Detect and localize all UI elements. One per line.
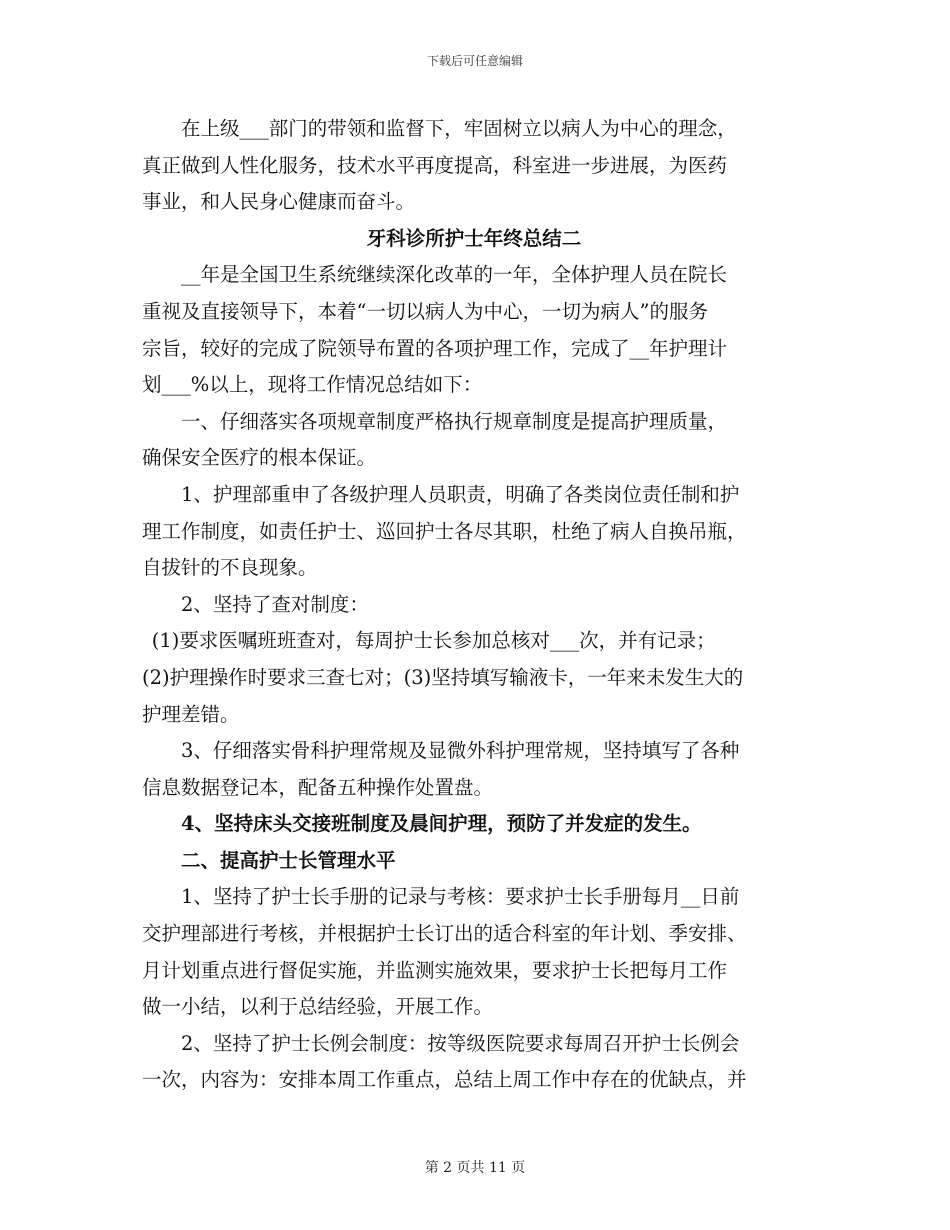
paragraph-line: 事业，和人民身心健康而奋斗。 bbox=[142, 190, 416, 214]
paragraph-line: 2、坚持了护士长例会制度：按等级医院要求每周召开护士长例会 bbox=[181, 1031, 740, 1055]
paragraph-line: __年是全国卫生系统继续深化改革的一年，全体护理人员在院长 bbox=[181, 263, 728, 287]
paragraph-line: 重视及直接领导下，本着“一切以病人为中心，一切为病人”的服务 bbox=[142, 299, 708, 323]
paragraph-line: 理工作制度，如责任护士、巡回护士各尽其职，杜绝了病人自换吊瓶， bbox=[142, 519, 747, 543]
bold-heading-line: 4、坚持床头交接班制度及晨间护理，预防了并发症的发生。 bbox=[181, 812, 702, 836]
paragraph-line: 真正做到人性化服务，技术水平再度提高，科室进一步进展，为医药 bbox=[142, 153, 728, 177]
paragraph-line: 一、仔细落实各项规章制度严格执行规章制度是提高护理质量， bbox=[181, 409, 728, 433]
paragraph-line: (2)护理操作时要求三查七对；(3)坚持填写输液卡，一年来未发生大的 bbox=[142, 665, 744, 689]
paragraph-line: 月计划重点进行督促实施，并监测实施效果，要求护士长把每月工作 bbox=[142, 958, 728, 982]
paragraph-line: 1、坚持了护士长手册的记录与考核：要求护士长手册每月__日前 bbox=[181, 885, 740, 909]
paragraph-line: 在上级___部门的带领和监督下，牢固树立以病人为中心的理念， bbox=[181, 117, 737, 140]
paragraph-line: 1、护理部重申了各级护理人员职责，明确了各类岗位责任制和护 bbox=[181, 482, 740, 506]
page-header: 下载后可任意编辑 bbox=[426, 54, 523, 68]
paragraph-line: 一次，内容为：安排本周工作重点，总结上周工作中存在的优缺点，并 bbox=[142, 1068, 747, 1092]
bold-heading-line: 二、提高护士长管理水平 bbox=[181, 848, 396, 872]
paragraph-line: 划___%以上，现将工作情况总结如下： bbox=[142, 373, 483, 397]
document-body bbox=[142, 111, 806, 1099]
paragraph-line: 自拔针的不良现象。 bbox=[142, 556, 318, 580]
paragraph-line: 做一小结，以利于总结经验，开展工作。 bbox=[142, 995, 494, 1019]
paragraph-line: (1)要求医嘱班班查对，每周护士长参加总核对___次，并有记录； bbox=[151, 629, 716, 653]
paragraph-line: 3、仔细落实骨科护理常规及显微外科护理常规，坚持填写了各种 bbox=[181, 739, 740, 763]
paragraph-line: 2、坚持了查对制度： bbox=[181, 592, 369, 616]
section-title: 牙科诊所护士年终总结二 bbox=[366, 226, 582, 250]
paragraph-line: 信息数据登记本，配备五种操作处置盘。 bbox=[142, 775, 494, 799]
paragraph-line: 宗旨，较好的完成了院领导布置的各项护理工作，完成了__年护理计 bbox=[142, 336, 728, 360]
paragraph-line: 确保安全医疗的根本保证。 bbox=[142, 446, 377, 470]
paragraph-line: 护理差错。 bbox=[142, 702, 240, 726]
page-footer: 第 2 页共 11 页 bbox=[424, 1160, 526, 1176]
paragraph-line: 交护理部进行考核，并根据护士长订出的适合科室的年计划、季安排、 bbox=[142, 922, 747, 946]
